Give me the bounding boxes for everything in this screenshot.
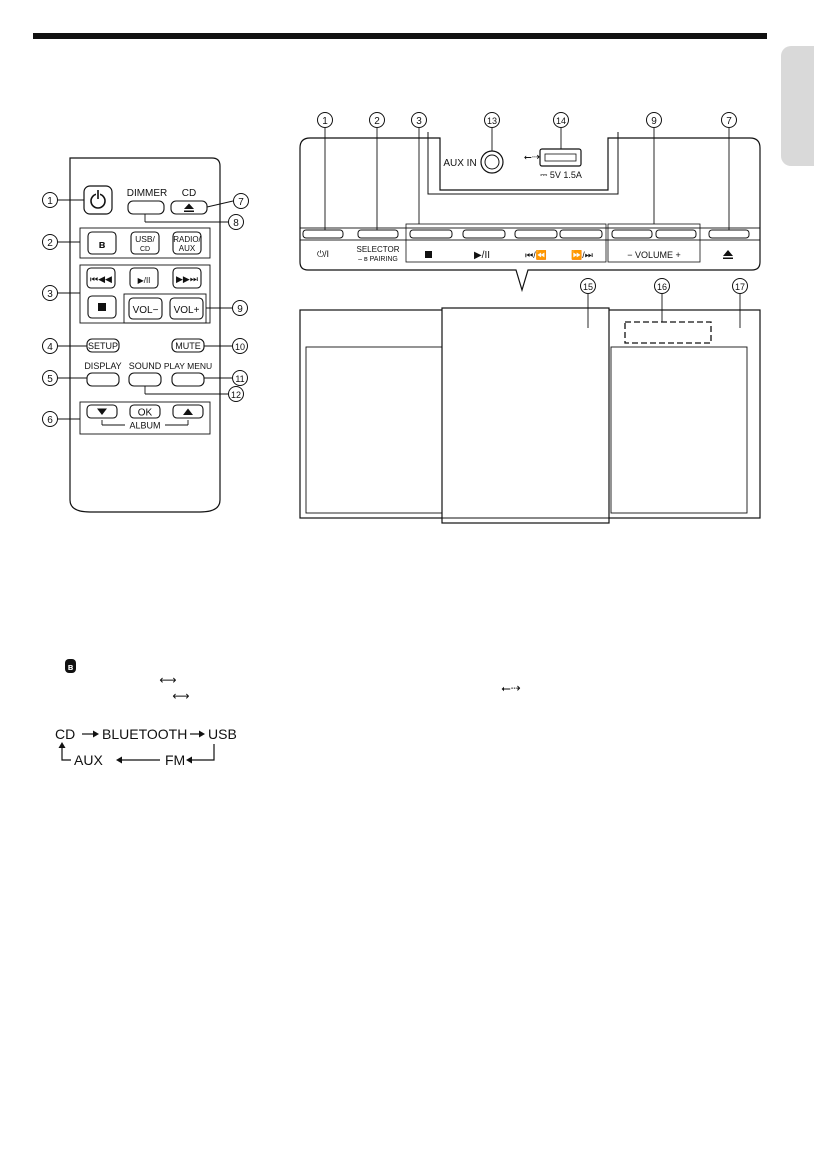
usb-cd-label-2: CD: [139, 246, 151, 253]
unit-eject-button[interactable]: [709, 230, 749, 238]
svg-text:7: 7: [726, 116, 732, 127]
svg-text:1: 1: [322, 116, 328, 127]
unit-volume-label: − VOLUME +: [627, 250, 681, 260]
svg-text:12: 12: [230, 390, 242, 400]
unit-play-pause-button[interactable]: [463, 230, 505, 238]
double-arrow-icon: ⟷: [159, 673, 177, 687]
usb-icon: ⭠⇢: [523, 152, 541, 163]
unit-power-label: ⏻/I: [316, 249, 330, 259]
dimmer-button[interactable]: [128, 201, 164, 214]
unit-front-callouts: [581, 279, 748, 294]
stop-icon: [98, 303, 106, 311]
svg-text:17: 17: [734, 282, 746, 292]
setup-label: SETUP: [87, 341, 119, 351]
svg-text:ʙ: ʙ: [67, 662, 74, 672]
notes-symbols: [65, 659, 521, 703]
display-label: DISPLAY: [84, 361, 122, 371]
cd-label: CD: [181, 188, 197, 199]
source-fm: FM: [165, 752, 186, 768]
skip-forward-icon: ▶▶⏭: [176, 274, 198, 284]
usb-port[interactable]: [540, 149, 581, 166]
play-menu-button[interactable]: [172, 373, 204, 386]
svg-text:10: 10: [234, 342, 246, 352]
unit-stop-button[interactable]: [410, 230, 452, 238]
aux-in-label: AUX IN: [443, 158, 477, 169]
unit-skip-back-button[interactable]: [515, 230, 557, 238]
sound-label: SOUND: [128, 361, 162, 371]
unit-volume-up-button[interactable]: [656, 230, 696, 238]
unit-pairing-label: – ʙ PAIRING: [358, 256, 398, 263]
vol-down-label: VOL−: [132, 305, 159, 316]
usb-cd-label: USB/: [135, 234, 155, 244]
display-button[interactable]: [87, 373, 119, 386]
unit-play-pause-label: ▶/II: [473, 250, 491, 261]
svg-text:9: 9: [651, 116, 657, 127]
source-cycle-diagram: [55, 726, 237, 768]
svg-text:5: 5: [47, 374, 53, 385]
album-label: ALBUM: [129, 420, 161, 431]
unit-top-callouts: [318, 113, 737, 128]
source-aux: AUX: [74, 752, 103, 768]
disc-door[interactable]: [442, 308, 609, 523]
remote-control: [70, 158, 220, 512]
skip-back-icon: ⏮◀◀: [90, 274, 112, 284]
radio-aux-label-2: AUX: [178, 244, 196, 253]
svg-text:2: 2: [47, 238, 53, 249]
usb-rating-label: ⎓ 5V 1.5A: [540, 170, 582, 180]
play-menu-label: PLAY MENU: [163, 361, 213, 371]
radio-aux-label: RADIO/: [173, 235, 201, 244]
dimmer-label: DIMMER: [126, 188, 168, 199]
stop-icon: [425, 251, 432, 258]
sound-button[interactable]: [129, 373, 161, 386]
svg-text:1: 1: [47, 196, 53, 207]
unit-selector-button[interactable]: [358, 230, 398, 238]
svg-text:14: 14: [555, 116, 567, 126]
play-pause-label: ▶/II: [137, 276, 151, 285]
svg-text:4: 4: [47, 342, 53, 353]
unit-top-panel: [300, 132, 760, 290]
unit-skip-back-label: ⏮/⏪: [525, 250, 547, 260]
svg-text:9: 9: [237, 304, 243, 315]
unit-volume-down-button[interactable]: [612, 230, 652, 238]
source-usb: USB: [208, 726, 237, 742]
ok-label: OK: [137, 407, 153, 419]
svg-text:15: 15: [582, 282, 594, 292]
source-bluetooth: BLUETOOTH: [102, 726, 188, 742]
unit-skip-fwd-button[interactable]: [560, 230, 602, 238]
unit-selector-label: SELECTOR: [356, 245, 400, 254]
bluetooth-icon: ʙ: [98, 239, 106, 251]
svg-text:3: 3: [47, 289, 53, 300]
svg-text:7: 7: [238, 197, 244, 208]
remote-power-button[interactable]: [84, 186, 112, 214]
svg-text:2: 2: [374, 116, 380, 127]
source-cd: CD: [55, 726, 76, 742]
unit-skip-fwd-label: ⏩/⏭: [571, 250, 593, 260]
svg-text:8: 8: [233, 218, 239, 229]
svg-text:6: 6: [47, 415, 53, 426]
svg-text:11: 11: [235, 374, 245, 384]
vol-up-label: VOL+: [173, 305, 200, 316]
svg-text:16: 16: [656, 282, 668, 292]
usb-icon: ⭠⇢: [501, 681, 521, 695]
svg-text:13: 13: [486, 116, 498, 126]
mute-label: MUTE: [175, 341, 201, 351]
svg-text:3: 3: [416, 116, 422, 127]
unit-front: [300, 308, 760, 523]
unit-power-button[interactable]: [303, 230, 343, 238]
double-arrow-icon: ⟷: [172, 689, 190, 703]
